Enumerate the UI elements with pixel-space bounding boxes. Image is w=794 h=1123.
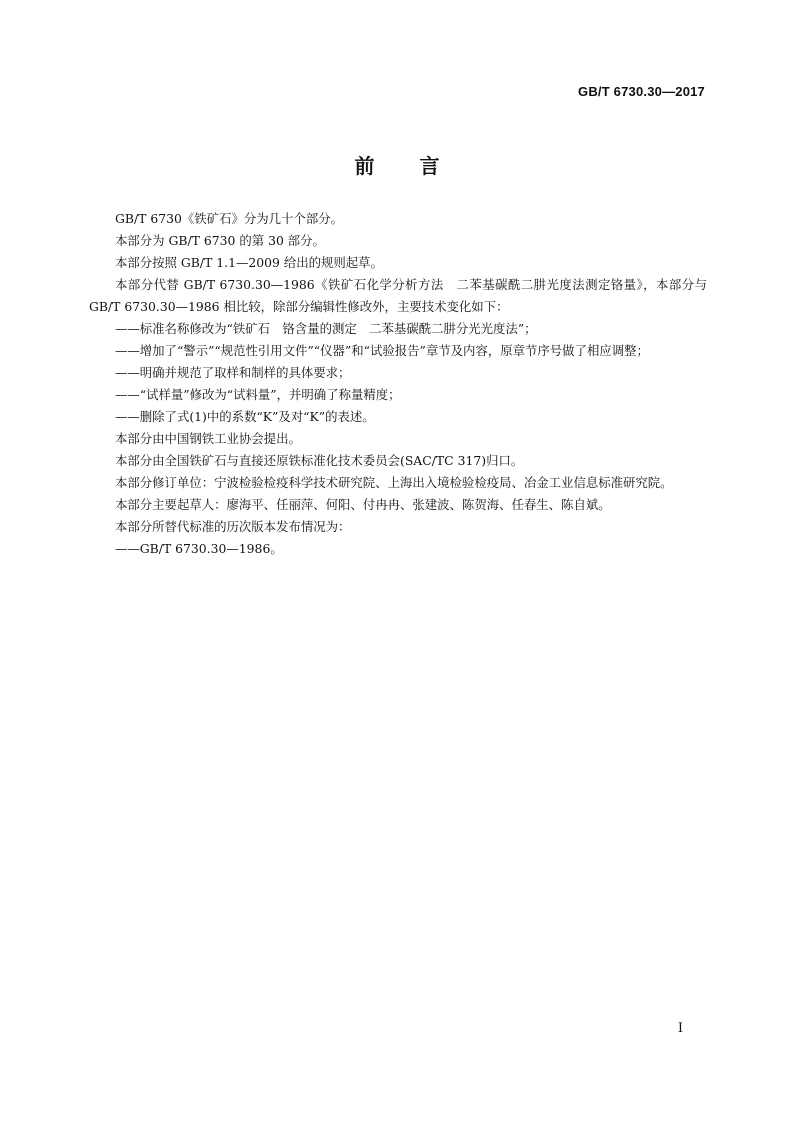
list-item: ——GB/T 6730.30—1986。	[115, 541, 283, 556]
paragraph: 本部分为 GB/T 6730 的第 30 部分。	[115, 233, 325, 248]
paragraph: 本部分所替代标准的历次版本发布情况为：	[115, 519, 351, 534]
list-item: ——删除了式(1)中的系数“K”及对“K”的表述。	[115, 409, 375, 424]
paragraph: 本部分修订单位：宁波检验检疫科学技术研究院、上海出入境检验检疫局、冶金工业信息标准研究院。	[115, 475, 673, 490]
list-item: ——标准名称修改为“铁矿石 铬含量的测定 二苯基碳酰二肼分光光度法”；	[115, 321, 537, 336]
paragraph: 本部分主要起草人：廖海平、任丽萍、何阳、付冉冉、张建波、陈贺海、任春生、陈自斌。	[115, 497, 611, 512]
foreword-body	[89, 208, 707, 560]
list-item: ——明确并规范了取样和制样的具体要求；	[115, 365, 351, 380]
standard-code: GB/T 6730.30—2017	[578, 84, 705, 99]
page-number: I	[677, 1021, 683, 1036]
page-title: 前 言	[354, 154, 440, 178]
paragraph: 本部分按照 GB/T 1.1—2009 给出的规则起草。	[115, 255, 383, 270]
paragraph: 本部分代替 GB/T 6730.30—1986《铁矿石化学分析方法 二苯基碳酰二肼光度法测定铬量》，本部分与 GB/T 6730.30—1986 相比较，除部分编辑性修改外，主要技术变化如下：	[89, 277, 707, 314]
paragraph: GB/T 6730《铁矿石》分为几十个部分。	[115, 211, 343, 226]
paragraph: 本部分由全国铁矿石与直接还原铁标准化技术委员会(SAC/TC 317)归口。	[115, 453, 524, 468]
list-item: ——“试样量”修改为“试料量”，并明确了称量精度；	[115, 387, 401, 402]
paragraph: 本部分由中国钢铁工业协会提出。	[115, 431, 301, 446]
list-item: ——增加了“警示”“规范性引用文件”“仪器”和“试验报告”章节及内容，原章节序号做了相应调整；	[115, 343, 649, 358]
